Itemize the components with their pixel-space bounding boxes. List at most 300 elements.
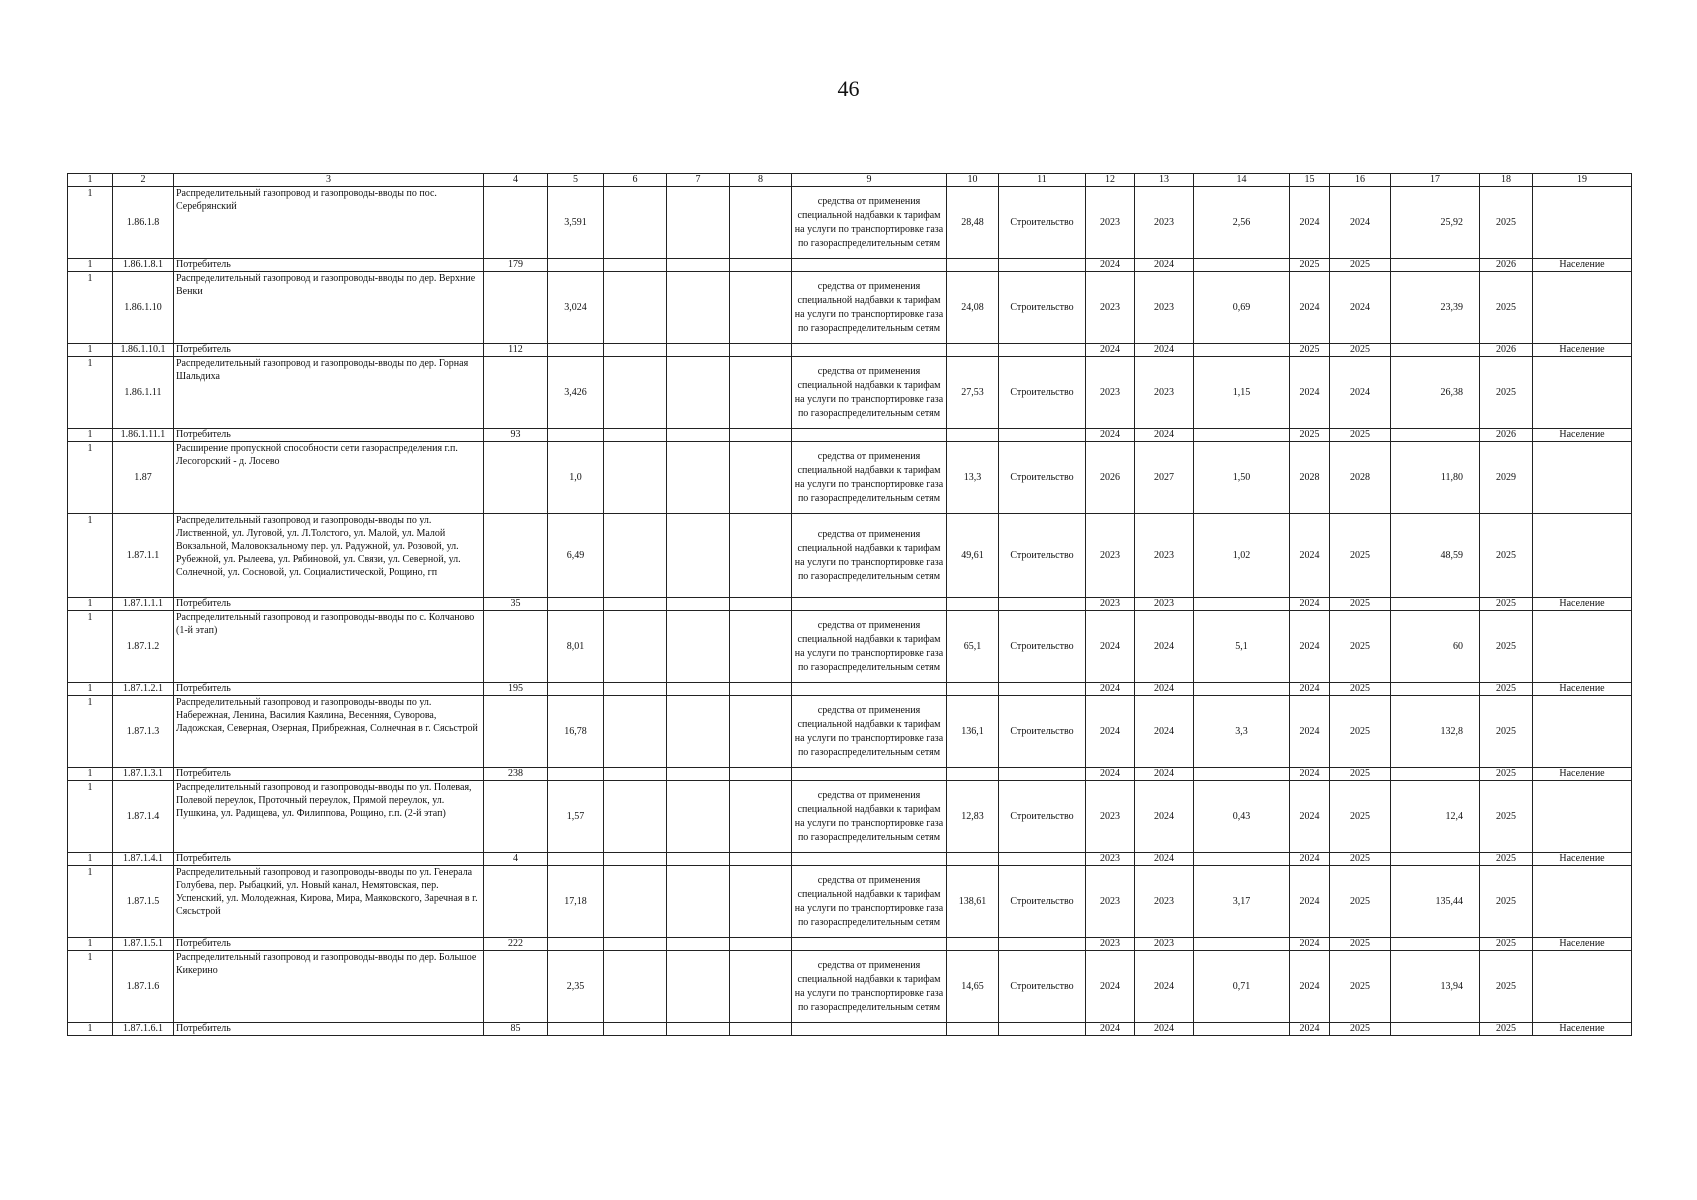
cell-col-4: 222 (484, 938, 548, 951)
cell-col-11 (999, 768, 1086, 781)
column-number-19: 19 (1533, 174, 1632, 187)
cell-col-5 (548, 429, 604, 442)
cell-col-10 (947, 853, 999, 866)
cell-index: 1 (68, 866, 113, 938)
cell-col-5 (548, 344, 604, 357)
cell-index: 1 (68, 768, 113, 781)
cell-col-12: 2024 (1086, 768, 1135, 781)
cell-col-16: 2025 (1330, 696, 1391, 768)
cell-col-19 (1533, 866, 1632, 938)
cell-col-8 (730, 611, 792, 683)
cell-col-5: 3,024 (548, 272, 604, 344)
cell-col-6 (604, 357, 667, 429)
cell-col-16: 2025 (1330, 768, 1391, 781)
cell-col-8 (730, 442, 792, 514)
cell-col-13: 2024 (1135, 611, 1194, 683)
cell-col-9 (792, 598, 947, 611)
cell-col-8 (730, 683, 792, 696)
cell-index: 1 (68, 344, 113, 357)
cell-activity: Строительство (999, 696, 1086, 768)
column-number-14: 14 (1194, 174, 1290, 187)
cell-col-9 (792, 344, 947, 357)
cell-col-13: 2024 (1135, 696, 1194, 768)
cell-col-14 (1194, 598, 1290, 611)
cell-code: 1.87.1.5.1 (113, 938, 174, 951)
cell-col-18: 2025 (1480, 357, 1533, 429)
cell-col-13: 2023 (1135, 866, 1194, 938)
cell-col-17: 23,39 (1391, 272, 1480, 344)
cell-col-6 (604, 1023, 667, 1036)
cell-col-14: 3,17 (1194, 866, 1290, 938)
cell-col-6 (604, 611, 667, 683)
table-row-consumer (68, 259, 1632, 272)
cell-object-name: Потребитель (174, 598, 484, 611)
cell-funding-source: средства от применения специальной надбавки к тарифам на услуги по транспортировке газа по газораспределительным сетям (792, 187, 947, 259)
cell-col-14: 5,1 (1194, 611, 1290, 683)
cell-col-18: 2025 (1480, 781, 1533, 853)
cell-col-9 (792, 259, 947, 272)
cell-activity: Строительство (999, 514, 1086, 598)
cell-code: 1.87.1.1.1 (113, 598, 174, 611)
cell-col-5: 3,591 (548, 187, 604, 259)
cell-col-6 (604, 866, 667, 938)
cell-col-12: 2023 (1086, 853, 1135, 866)
column-number-2: 2 (113, 174, 174, 187)
cell-col-10: 49,61 (947, 514, 999, 598)
cell-col-5: 2,35 (548, 951, 604, 1023)
cell-col-5 (548, 683, 604, 696)
cell-object-name: Распределительный газопровод и газопроводы-вводы по ул. Набережная, Ленина, Василия Каялина, Весенняя, Суворова, Ладожская, Северная, Озерная, Прибрежная, Солнечная в г. Сясьстрой (174, 696, 484, 768)
cell-col-10: 138,61 (947, 866, 999, 938)
cell-col-7 (667, 696, 730, 768)
cell-col-18: 2026 (1480, 344, 1533, 357)
cell-code: 1.87.1.3 (113, 696, 174, 768)
cell-col-8 (730, 259, 792, 272)
table-row (68, 951, 1632, 1023)
cell-col-12: 2024 (1086, 259, 1135, 272)
page-number: 46 (837, 76, 860, 101)
cell-code: 1.87.1.6.1 (113, 1023, 174, 1036)
cell-col-5: 16,78 (548, 696, 604, 768)
cell-object-name: Потребитель (174, 683, 484, 696)
cell-col-17: 60 (1391, 611, 1480, 683)
cell-col-14 (1194, 429, 1290, 442)
cell-col-18: 2025 (1480, 272, 1533, 344)
cell-col-7 (667, 442, 730, 514)
cell-col-11 (999, 344, 1086, 357)
cell-col-8 (730, 357, 792, 429)
cell-object-name: Распределительный газопровод и газопроводы-вводы по дер. Горная Шальдиха (174, 357, 484, 429)
cell-object-name: Потребитель (174, 429, 484, 442)
cell-col-8 (730, 938, 792, 951)
cell-col-7 (667, 866, 730, 938)
cell-col-15: 2024 (1290, 938, 1330, 951)
cell-col-17: 132,8 (1391, 696, 1480, 768)
cell-col-17 (1391, 938, 1480, 951)
cell-col-12: 2024 (1086, 429, 1135, 442)
cell-col-7 (667, 357, 730, 429)
cell-index: 1 (68, 853, 113, 866)
cell-col-19: Население (1533, 429, 1632, 442)
cell-col-14 (1194, 683, 1290, 696)
cell-col-15: 2028 (1290, 442, 1330, 514)
table-row (68, 611, 1632, 683)
cell-activity: Строительство (999, 781, 1086, 853)
cell-col-16: 2025 (1330, 683, 1391, 696)
column-number-18: 18 (1480, 174, 1533, 187)
cell-col-19: Население (1533, 344, 1632, 357)
column-number-17: 17 (1391, 174, 1480, 187)
cell-col-12: 2023 (1086, 781, 1135, 853)
cell-col-12: 2023 (1086, 357, 1135, 429)
cell-col-12: 2024 (1086, 683, 1135, 696)
cell-col-16: 2025 (1330, 866, 1391, 938)
cell-index: 1 (68, 781, 113, 853)
cell-col-18: 2025 (1480, 683, 1533, 696)
table-row (68, 696, 1632, 768)
cell-col-4 (484, 611, 548, 683)
cell-code: 1.87 (113, 442, 174, 514)
cell-code: 1.86.1.8.1 (113, 259, 174, 272)
cell-code: 1.87.1.6 (113, 951, 174, 1023)
cell-col-12: 2023 (1086, 514, 1135, 598)
cell-col-13: 2024 (1135, 951, 1194, 1023)
table-row-consumer (68, 429, 1632, 442)
cell-col-8 (730, 598, 792, 611)
cell-col-16: 2025 (1330, 514, 1391, 598)
cell-col-6 (604, 187, 667, 259)
cell-col-10 (947, 259, 999, 272)
cell-col-4 (484, 357, 548, 429)
column-number-8: 8 (730, 174, 792, 187)
cell-col-6 (604, 272, 667, 344)
cell-col-5 (548, 938, 604, 951)
cell-funding-source: средства от применения специальной надбавки к тарифам на услуги по транспортировке газа по газораспределительным сетям (792, 951, 947, 1023)
cell-activity: Строительство (999, 357, 1086, 429)
cell-code: 1.86.1.8 (113, 187, 174, 259)
cell-col-6 (604, 429, 667, 442)
cell-col-13: 2024 (1135, 344, 1194, 357)
cell-col-6 (604, 781, 667, 853)
cell-col-6 (604, 768, 667, 781)
cell-col-19: Население (1533, 1023, 1632, 1036)
cell-col-6 (604, 683, 667, 696)
column-number-10: 10 (947, 174, 999, 187)
cell-col-19 (1533, 187, 1632, 259)
cell-col-4: 195 (484, 683, 548, 696)
cell-col-13: 2024 (1135, 853, 1194, 866)
cell-col-14: 1,15 (1194, 357, 1290, 429)
cell-col-7 (667, 853, 730, 866)
cell-col-19: Население (1533, 598, 1632, 611)
column-number-11: 11 (999, 174, 1086, 187)
cell-object-name: Распределительный газопровод и газопроводы-вводы по ул. Полевая, Полевой переулок, Проточный переулок, Прямой переулок, ул. Пушкина, ул. Радищева, ул. Филиппова, Рощино, г.п. (2-й этап) (174, 781, 484, 853)
cell-col-19: Население (1533, 853, 1632, 866)
cell-col-4 (484, 514, 548, 598)
cell-col-13: 2024 (1135, 1023, 1194, 1036)
cell-col-8 (730, 853, 792, 866)
cell-col-4: 179 (484, 259, 548, 272)
cell-col-16: 2028 (1330, 442, 1391, 514)
cell-col-12: 2024 (1086, 611, 1135, 683)
cell-col-16: 2025 (1330, 259, 1391, 272)
cell-col-5 (548, 853, 604, 866)
cell-code: 1.87.1.2 (113, 611, 174, 683)
cell-index: 1 (68, 442, 113, 514)
cell-col-19 (1533, 442, 1632, 514)
cell-col-19: Население (1533, 768, 1632, 781)
cell-index: 1 (68, 1023, 113, 1036)
cell-col-15: 2024 (1290, 357, 1330, 429)
cell-funding-source: средства от применения специальной надбавки к тарифам на услуги по транспортировке газа по газораспределительным сетям (792, 357, 947, 429)
cell-col-15: 2025 (1290, 344, 1330, 357)
cell-col-8 (730, 514, 792, 598)
cell-col-7 (667, 259, 730, 272)
cell-col-4 (484, 781, 548, 853)
cell-col-19 (1533, 781, 1632, 853)
column-number-6: 6 (604, 174, 667, 187)
cell-col-10 (947, 938, 999, 951)
cell-col-15: 2025 (1290, 429, 1330, 442)
cell-col-19 (1533, 951, 1632, 1023)
cell-col-5 (548, 1023, 604, 1036)
cell-col-18: 2025 (1480, 611, 1533, 683)
cell-col-15: 2024 (1290, 951, 1330, 1023)
cell-col-10: 13,3 (947, 442, 999, 514)
cell-col-17 (1391, 768, 1480, 781)
cell-activity: Строительство (999, 611, 1086, 683)
cell-col-13: 2023 (1135, 598, 1194, 611)
cell-index: 1 (68, 259, 113, 272)
cell-index: 1 (68, 514, 113, 598)
cell-col-17: 48,59 (1391, 514, 1480, 598)
cell-col-18: 2025 (1480, 938, 1533, 951)
cell-col-4: 35 (484, 598, 548, 611)
cell-col-19: Население (1533, 259, 1632, 272)
cell-col-10 (947, 1023, 999, 1036)
cell-col-14: 1,50 (1194, 442, 1290, 514)
cell-col-10 (947, 683, 999, 696)
cell-col-4 (484, 442, 548, 514)
cell-col-12: 2026 (1086, 442, 1135, 514)
cell-code: 1.86.1.11.1 (113, 429, 174, 442)
cell-col-5 (548, 598, 604, 611)
cell-col-10: 28,48 (947, 187, 999, 259)
cell-col-5 (548, 259, 604, 272)
cell-col-16: 2025 (1330, 598, 1391, 611)
cell-col-9 (792, 683, 947, 696)
cell-col-5: 3,426 (548, 357, 604, 429)
cell-funding-source: средства от применения специальной надбавки к тарифам на услуги по транспортировке газа по газораспределительным сетям (792, 611, 947, 683)
cell-col-16: 2024 (1330, 272, 1391, 344)
cell-col-7 (667, 1023, 730, 1036)
cell-col-16: 2025 (1330, 853, 1391, 866)
cell-index: 1 (68, 429, 113, 442)
cell-funding-source: средства от применения специальной надбавки к тарифам на услуги по транспортировке газа по газораспределительным сетям (792, 866, 947, 938)
cell-funding-source: средства от применения специальной надбавки к тарифам на услуги по транспортировке газа по газораспределительным сетям (792, 272, 947, 344)
cell-col-5: 1,57 (548, 781, 604, 853)
cell-col-6 (604, 442, 667, 514)
cell-col-8 (730, 344, 792, 357)
cell-col-5: 6,49 (548, 514, 604, 598)
column-number-15: 15 (1290, 174, 1330, 187)
cell-col-13: 2023 (1135, 187, 1194, 259)
cell-col-17: 26,38 (1391, 357, 1480, 429)
cell-col-4: 4 (484, 853, 548, 866)
cell-col-9 (792, 938, 947, 951)
cell-col-17: 12,4 (1391, 781, 1480, 853)
cell-col-15: 2024 (1290, 187, 1330, 259)
cell-code: 1.87.1.2.1 (113, 683, 174, 696)
cell-col-13: 2024 (1135, 781, 1194, 853)
cell-col-5: 8,01 (548, 611, 604, 683)
cell-col-14 (1194, 344, 1290, 357)
cell-col-6 (604, 344, 667, 357)
cell-col-14: 0,71 (1194, 951, 1290, 1023)
table-row (68, 187, 1632, 259)
cell-col-10: 12,83 (947, 781, 999, 853)
cell-index: 1 (68, 696, 113, 768)
cell-col-7 (667, 938, 730, 951)
cell-col-12: 2023 (1086, 187, 1135, 259)
cell-object-name: Распределительный газопровод и газопроводы-вводы по ул. Генерала Голубева, пер. Рыбацкий, ул. Новый канал, Немятовская, пер. Успенский, ул. Молодежная, Кирова, Мира, Маяковского, Заречная в г. Сясьстрой (174, 866, 484, 938)
table-body (68, 174, 1632, 1036)
cell-col-18: 2025 (1480, 514, 1533, 598)
cell-col-6 (604, 696, 667, 768)
cell-col-5: 17,18 (548, 866, 604, 938)
cell-col-18: 2025 (1480, 768, 1533, 781)
cell-col-14 (1194, 259, 1290, 272)
cell-col-6 (604, 938, 667, 951)
cell-col-12: 2024 (1086, 344, 1135, 357)
cell-col-18: 2025 (1480, 187, 1533, 259)
cell-col-19 (1533, 272, 1632, 344)
column-number-12: 12 (1086, 174, 1135, 187)
cell-col-7 (667, 514, 730, 598)
cell-col-10 (947, 598, 999, 611)
cell-code: 1.87.1.1 (113, 514, 174, 598)
cell-col-19 (1533, 611, 1632, 683)
cell-col-12: 2024 (1086, 951, 1135, 1023)
table-row-consumer (68, 683, 1632, 696)
cell-col-6 (604, 598, 667, 611)
cell-index: 1 (68, 357, 113, 429)
table-row (68, 866, 1632, 938)
cell-col-9 (792, 768, 947, 781)
cell-code: 1.86.1.10.1 (113, 344, 174, 357)
cell-col-10: 24,08 (947, 272, 999, 344)
cell-col-13: 2024 (1135, 683, 1194, 696)
cell-col-4 (484, 272, 548, 344)
cell-col-17 (1391, 1023, 1480, 1036)
cell-object-name: Распределительный газопровод и газопроводы-вводы по с. Колчаново (1-й этап) (174, 611, 484, 683)
cell-col-17: 11,80 (1391, 442, 1480, 514)
cell-col-12: 2023 (1086, 598, 1135, 611)
cell-col-15: 2024 (1290, 1023, 1330, 1036)
cell-object-name: Распределительный газопровод и газопроводы-вводы по пос. Серебрянский (174, 187, 484, 259)
cell-col-18: 2029 (1480, 442, 1533, 514)
cell-col-6 (604, 514, 667, 598)
cell-col-17: 135,44 (1391, 866, 1480, 938)
cell-col-8 (730, 1023, 792, 1036)
cell-col-12: 2024 (1086, 1023, 1135, 1036)
cell-col-10 (947, 429, 999, 442)
header-row (68, 174, 1632, 187)
cell-col-15: 2024 (1290, 768, 1330, 781)
cell-object-name: Потребитель (174, 259, 484, 272)
cell-activity: Строительство (999, 866, 1086, 938)
cell-col-4 (484, 187, 548, 259)
cell-col-5: 1,0 (548, 442, 604, 514)
cell-col-16: 2024 (1330, 357, 1391, 429)
cell-col-8 (730, 187, 792, 259)
cell-col-16: 2024 (1330, 187, 1391, 259)
table-row-consumer (68, 598, 1632, 611)
column-number-1: 1 (68, 174, 113, 187)
cell-funding-source: средства от применения специальной надбавки к тарифам на услуги по транспортировке газа по газораспределительным сетям (792, 514, 947, 598)
cell-col-6 (604, 853, 667, 866)
cell-col-13: 2027 (1135, 442, 1194, 514)
cell-col-16: 2025 (1330, 429, 1391, 442)
column-number-5: 5 (548, 174, 604, 187)
cell-col-19 (1533, 696, 1632, 768)
cell-col-8 (730, 429, 792, 442)
cell-col-18: 2025 (1480, 696, 1533, 768)
cell-col-11 (999, 938, 1086, 951)
cell-col-15: 2024 (1290, 696, 1330, 768)
cell-col-4: 85 (484, 1023, 548, 1036)
cell-col-7 (667, 951, 730, 1023)
column-number-9: 9 (792, 174, 947, 187)
cell-code: 1.87.1.4 (113, 781, 174, 853)
cell-index: 1 (68, 683, 113, 696)
cell-index: 1 (68, 938, 113, 951)
cell-col-7 (667, 272, 730, 344)
cell-col-18: 2025 (1480, 866, 1533, 938)
cell-col-12: 2023 (1086, 938, 1135, 951)
cell-col-10: 136,1 (947, 696, 999, 768)
cell-col-7 (667, 768, 730, 781)
cell-col-4: 238 (484, 768, 548, 781)
cell-funding-source: средства от применения специальной надбавки к тарифам на услуги по транспортировке газа по газораспределительным сетям (792, 442, 947, 514)
cell-col-8 (730, 768, 792, 781)
cell-col-16: 2025 (1330, 1023, 1391, 1036)
cell-code: 1.87.1.5 (113, 866, 174, 938)
column-number-4: 4 (484, 174, 548, 187)
cell-col-6 (604, 259, 667, 272)
table-row (68, 272, 1632, 344)
investment-table (67, 173, 1632, 1036)
cell-col-13: 2023 (1135, 357, 1194, 429)
cell-col-11 (999, 598, 1086, 611)
cell-col-19: Население (1533, 683, 1632, 696)
cell-col-7 (667, 429, 730, 442)
table-row (68, 781, 1632, 853)
column-number-13: 13 (1135, 174, 1194, 187)
cell-col-4 (484, 696, 548, 768)
cell-col-17 (1391, 683, 1480, 696)
cell-col-8 (730, 951, 792, 1023)
cell-col-10 (947, 768, 999, 781)
cell-col-18: 2025 (1480, 951, 1533, 1023)
cell-col-18: 2026 (1480, 429, 1533, 442)
cell-col-17 (1391, 598, 1480, 611)
cell-col-11 (999, 853, 1086, 866)
cell-col-6 (604, 951, 667, 1023)
cell-col-12: 2024 (1086, 696, 1135, 768)
cell-code: 1.87.1.3.1 (113, 768, 174, 781)
cell-object-name: Потребитель (174, 768, 484, 781)
